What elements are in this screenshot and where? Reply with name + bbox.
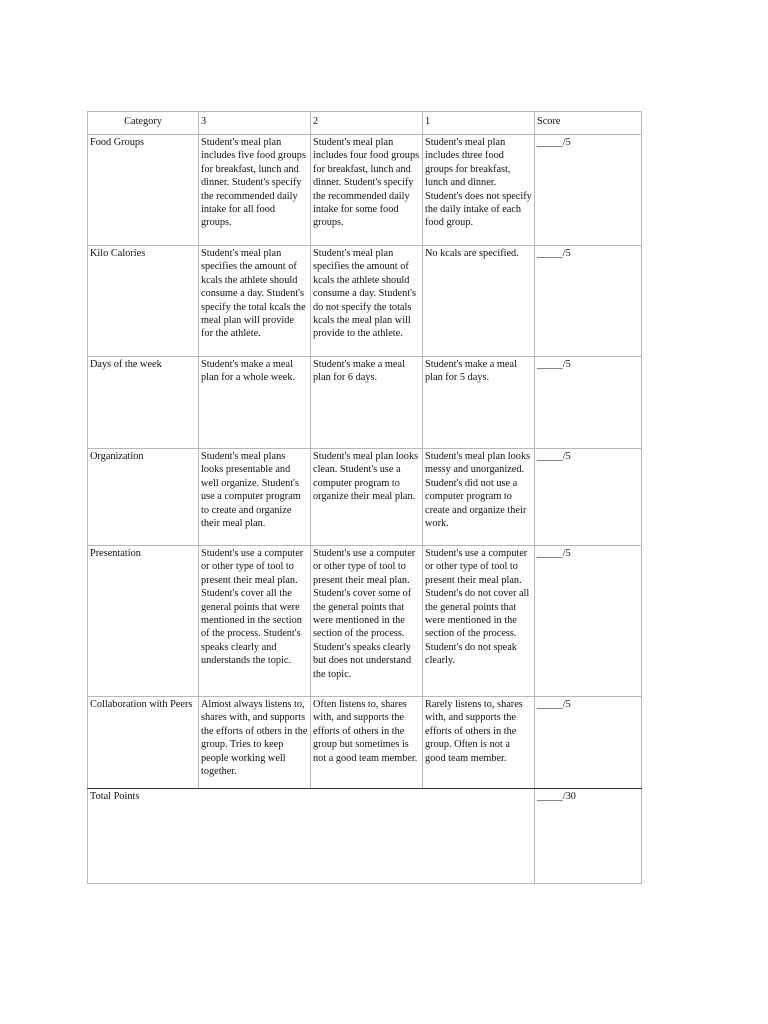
level-1-cell: Student's use a computer or other type of tool to present their meal plan. Student's do not cover all the general points that were mentioned in the section of the process. Student's do not speak clearly. xyxy=(423,546,535,697)
level-1-cell: Student's meal plan includes three food groups for breakfast, lunch and dinner. Student's does not specify the daily intake of each food group. xyxy=(423,135,535,246)
table-row-days-of-week xyxy=(88,357,642,449)
category-cell: Organization xyxy=(88,449,199,546)
header-row xyxy=(88,112,642,135)
level-2-cell: Student's meal plan looks clean. Student's use a computer program to organize their meal plan. xyxy=(311,449,423,546)
header-level-3: 3 xyxy=(199,112,311,135)
level-1-cell: Student's meal plan looks messy and unorganized. Student's did not use a computer program to create and organize their work. xyxy=(423,449,535,546)
header-level-1: 1 xyxy=(423,112,535,135)
level-1-cell: Rarely listens to, shares with, and supports the efforts of others in the group. Often is not a good team member. xyxy=(423,697,535,789)
header-level-2: 2 xyxy=(311,112,423,135)
rubric-header xyxy=(88,112,642,135)
header-category: Category xyxy=(88,112,199,135)
level-1-cell: Student's make a meal plan for 5 days. xyxy=(423,357,535,449)
rubric-body xyxy=(88,135,642,884)
level-3-cell: Student's make a meal plan for a whole week. xyxy=(199,357,311,449)
score-cell: _____/5 xyxy=(535,449,642,546)
score-cell: _____/5 xyxy=(535,697,642,789)
score-cell: _____/5 xyxy=(535,546,642,697)
level-3-cell: Almost always listens to, shares with, and supports the efforts of others in the group. Tries to keep people working well together. xyxy=(199,697,311,789)
table-row-collaboration xyxy=(88,697,642,789)
total-points-label: Total Points xyxy=(88,789,199,884)
table-row-food-groups xyxy=(88,135,642,246)
table-row-organization xyxy=(88,449,642,546)
total-score-cell: _____/30 xyxy=(535,789,642,884)
level-2-cell: Often listens to, shares with, and supports the efforts of others in the group but sometimes is not a good team member. xyxy=(311,697,423,789)
level-2-cell: Student's use a computer or other type of tool to present their meal plan. Student's cover some of the general points that were mentioned in the section of the process. Student's speaks clearly but does not understand the topic. xyxy=(311,546,423,697)
level-2-cell: Student's meal plan specifies the amount of kcals the athlete should consume a day. Student's do not specify the totals kcals the meal plan will provide to the athlete. xyxy=(311,246,423,357)
level-2-cell: Student's make a meal plan for 6 days. xyxy=(311,357,423,449)
score-cell: _____/5 xyxy=(535,246,642,357)
level-3-cell: Student's meal plan specifies the amount of kcals the athlete should consume a day. Student's specify the total kcals the meal plan will provide for the athlete. xyxy=(199,246,311,357)
table-row-presentation xyxy=(88,546,642,697)
level-3-cell: Student's use a computer or other type of tool to present their meal plan. Student's cover all the general points that were mentioned in the section of the process. Student's speaks clearly and understands the topic. xyxy=(199,546,311,697)
level-3-cell: Student's meal plans looks presentable and well organize. Student's use a computer program to create and organize their meal plan. xyxy=(199,449,311,546)
level-3-cell: Student's meal plan includes five food groups for breakfast, lunch and dinner. Student's specify the recommended daily intake for all food groups. xyxy=(199,135,311,246)
category-cell: Food Groups xyxy=(88,135,199,246)
rubric-table xyxy=(87,111,642,884)
table-row-kilo-calories xyxy=(88,246,642,357)
category-cell: Days of the week xyxy=(88,357,199,449)
score-cell: _____/5 xyxy=(535,357,642,449)
table-row-total-points xyxy=(88,789,642,884)
level-1-cell: No kcals are specified. xyxy=(423,246,535,357)
category-cell: Presentation xyxy=(88,546,199,697)
score-cell: _____/5 xyxy=(535,135,642,246)
total-blank-cell xyxy=(199,789,535,884)
level-2-cell: Student's meal plan includes four food groups for breakfast, lunch and dinner. Student's specify the recommended daily intake for some food groups. xyxy=(311,135,423,246)
category-cell: Collaboration with Peers xyxy=(88,697,199,789)
category-cell: Kilo Calories xyxy=(88,246,199,357)
header-score: Score xyxy=(535,112,642,135)
